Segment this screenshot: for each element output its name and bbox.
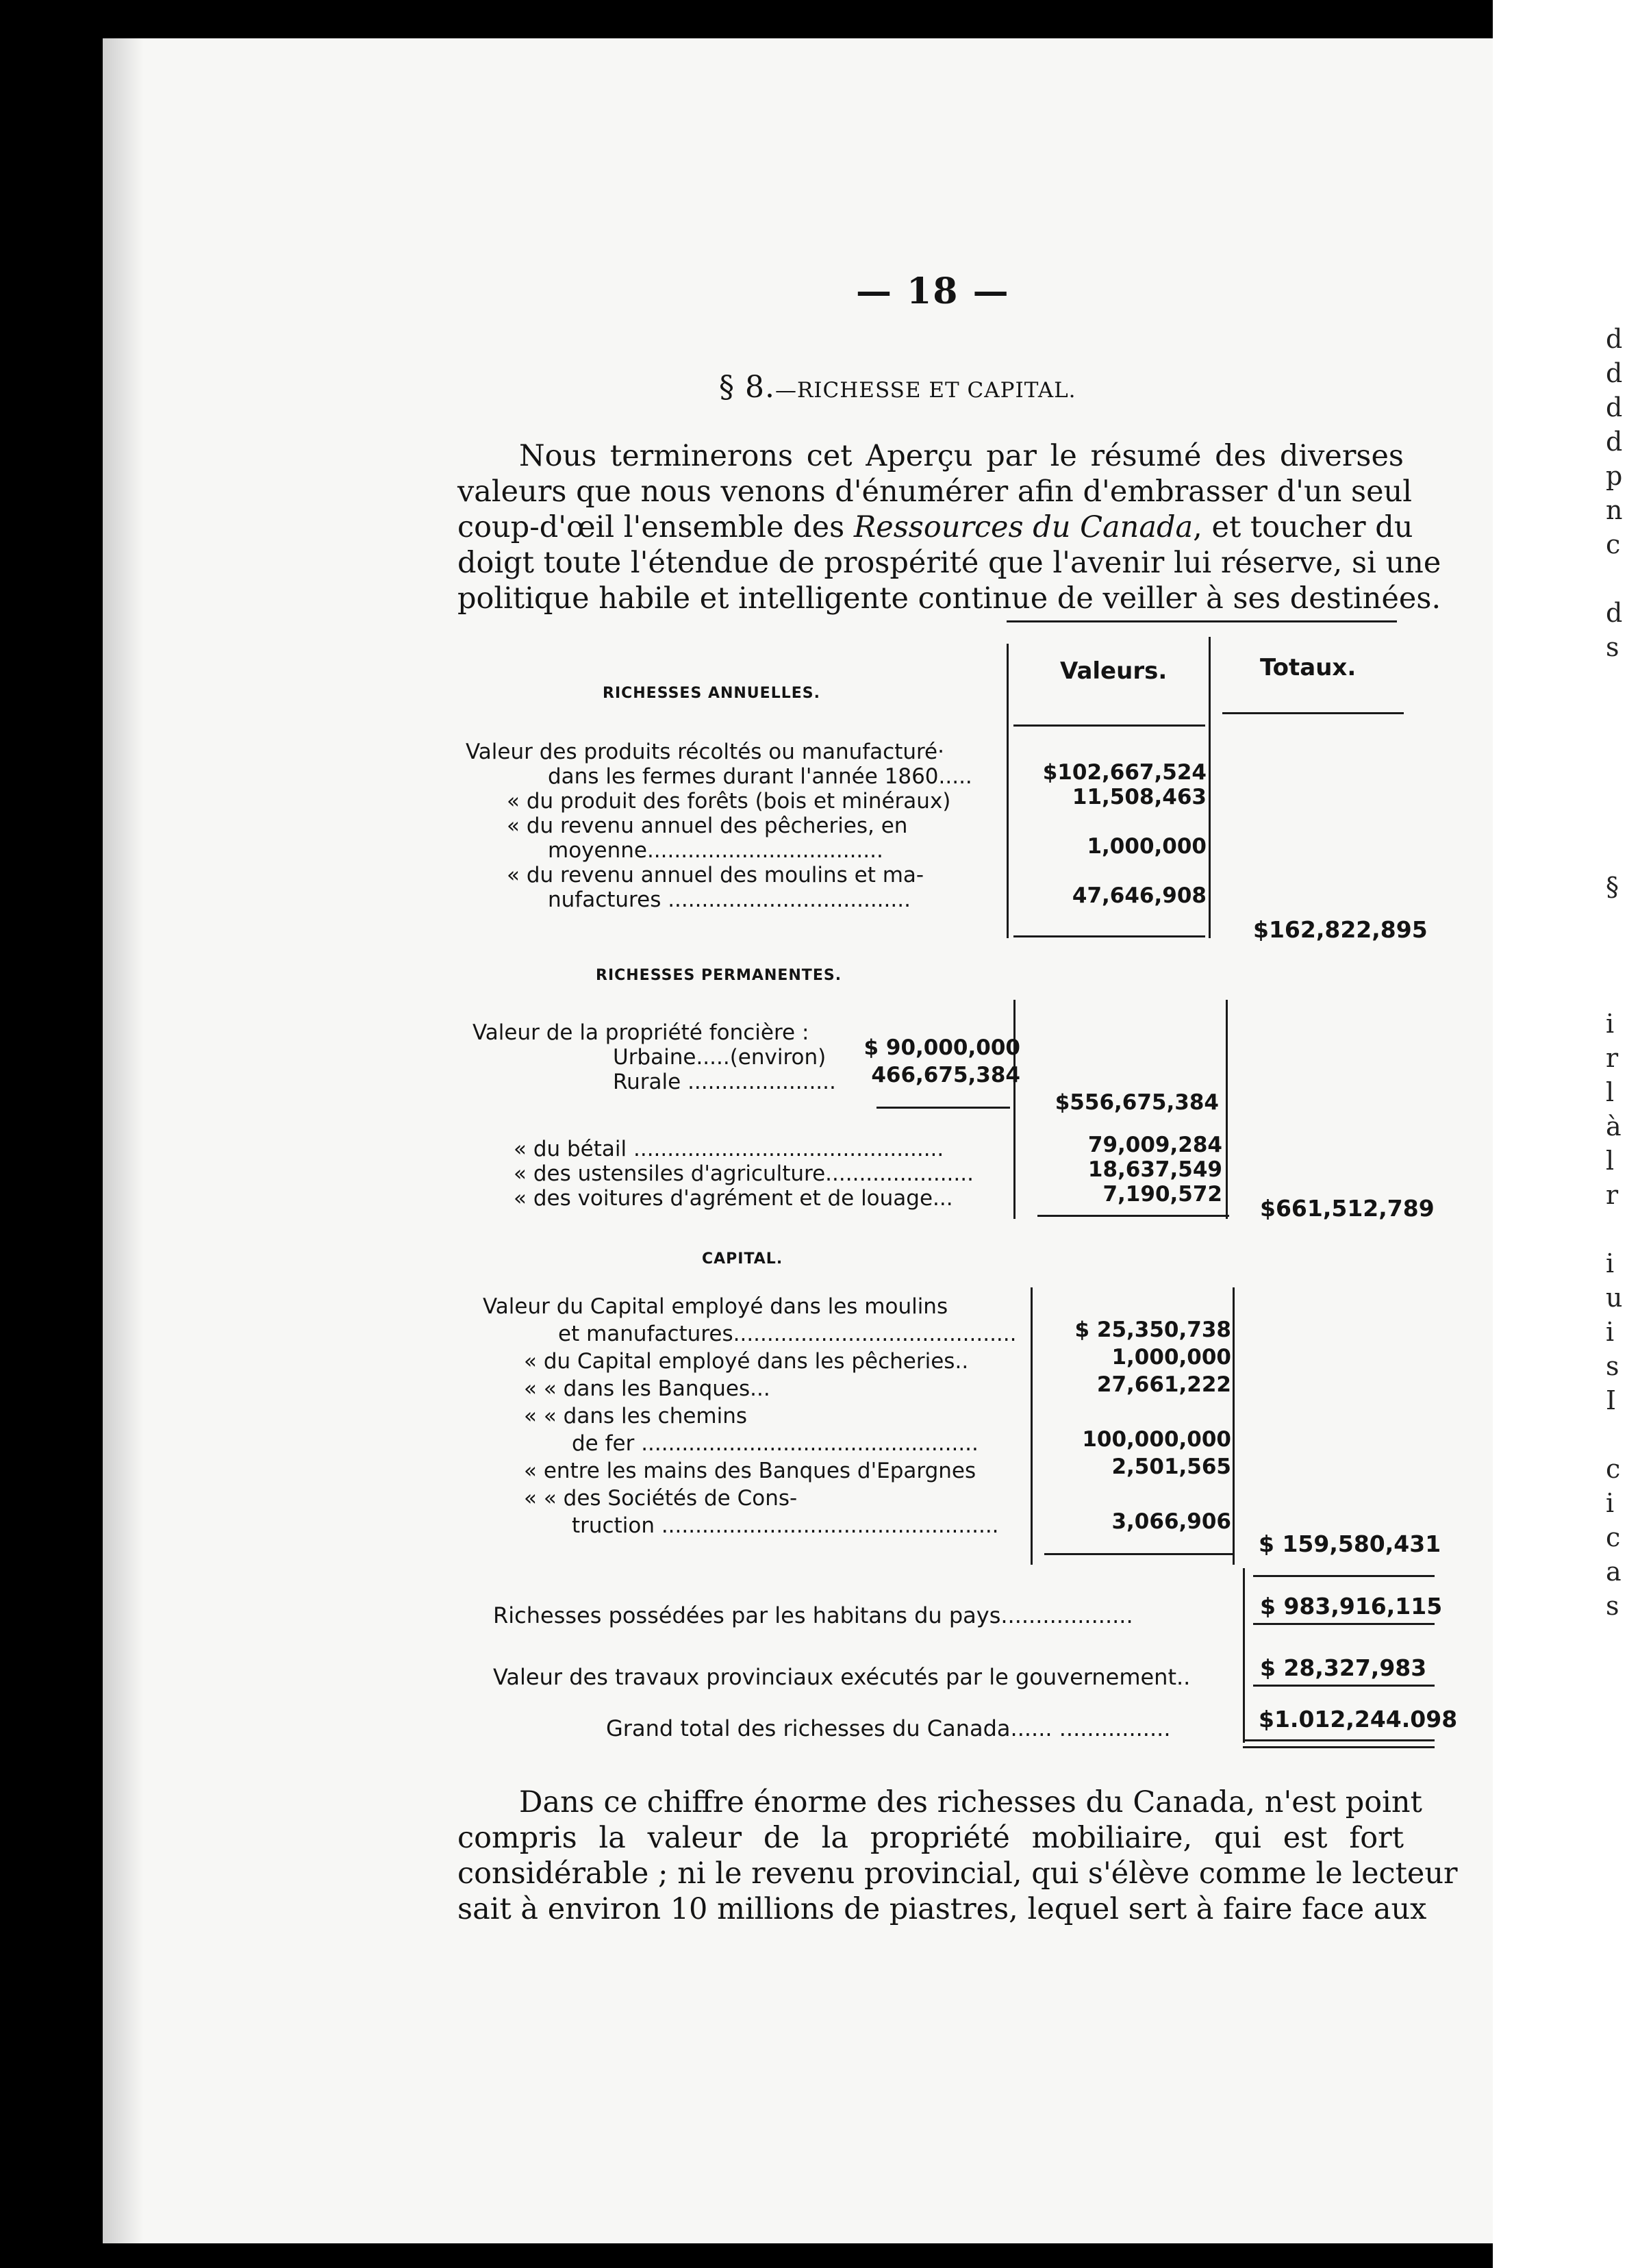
- values-header-rule: [1013, 724, 1205, 727]
- facing-page-letter: l: [1606, 1077, 1615, 1107]
- facing-page-letter: l: [1606, 1146, 1615, 1176]
- facing-page-letter: d: [1606, 358, 1623, 388]
- capital-row-label: « du Capital employé dans les pêcheries..: [524, 1349, 969, 1374]
- intro-line: coup-d'œil l'ensemble des Ressources du Canada, et toucher du: [457, 510, 1413, 544]
- summary-label: Richesses possédées par les habitans du pays...................: [493, 1602, 1133, 1628]
- capital-row-label: et manufactures..........................................: [558, 1322, 1017, 1346]
- conclusion-line: Dans ce chiffre énorme des richesses du Canada, n'est point: [519, 1785, 1422, 1819]
- summary-value: $ 983,916,115: [1260, 1593, 1443, 1620]
- permanent-row-label: « du bétail ..............................................: [514, 1137, 944, 1161]
- facing-page-letter: [1606, 733, 1626, 767]
- facing-page-letters: [1606, 322, 1626, 1623]
- grand-total-rule-top: [1243, 1739, 1435, 1741]
- conclusion-paragraph: [457, 1785, 1458, 1927]
- capital-heading: CAPITAL.: [702, 1250, 783, 1268]
- capital-row-value: 1,000,000: [1111, 1345, 1231, 1370]
- facing-page-letter: [1606, 1418, 1626, 1452]
- grand-total-rule-bottom: [1243, 1746, 1435, 1748]
- capital-sum-rule: [1044, 1553, 1233, 1555]
- urban-label: Urbaine.....(environ): [613, 1045, 827, 1070]
- annual-row-value: 1,000,000: [1087, 834, 1207, 859]
- section-title: —RICHESSE ET CAPITAL.: [774, 378, 1076, 403]
- facing-page-letter: d: [1606, 392, 1623, 423]
- capital-row-label: de fer ..................................................: [572, 1431, 979, 1456]
- annual-sum-rule: [1013, 935, 1205, 937]
- facing-page-letter: [1606, 835, 1626, 870]
- summary-label: Grand total des richesses du Canada...... ................: [606, 1715, 1171, 1741]
- facing-page-letter: i: [1606, 1248, 1615, 1278]
- conclusion-line: sait à environ 10 millions de piastres, lequel sert à faire face aux: [457, 1892, 1427, 1926]
- facing-page-letter: d: [1606, 324, 1623, 354]
- totals-header-rule: [1222, 712, 1404, 714]
- capital-row-label: truction ..................................................: [572, 1513, 999, 1538]
- section-symbol: § 8.: [719, 370, 775, 405]
- facing-page-letter: §: [1606, 872, 1619, 902]
- permanent-row-value: 79,009,284: [1087, 1133, 1222, 1157]
- facing-page-letter: à: [1606, 1111, 1622, 1142]
- facing-page-letter: r: [1606, 1043, 1619, 1073]
- permanent-heading: RICHESSES PERMANENTES.: [596, 967, 842, 984]
- capital-row-label: « entre les mains des Banques d'Epargnes: [524, 1459, 976, 1483]
- annual-row-label: « du revenu annuel des pêcheries, en: [507, 814, 908, 838]
- page-number: — 18 —: [856, 270, 1010, 312]
- permanent-values-left-rule: [1013, 1000, 1016, 1219]
- summary-left-rule: [1243, 1568, 1245, 1743]
- annual-row-label: dans les fermes durant l'année 1860.....: [548, 764, 972, 789]
- summary-rule-1: [1253, 1575, 1435, 1577]
- permanent-values-right-rule: [1226, 1000, 1228, 1219]
- annual-row-value: 47,646,908: [1072, 883, 1207, 908]
- summary-value: $1.012,244.098: [1259, 1706, 1458, 1732]
- capital-row-value: $ 25,350,738: [1074, 1318, 1231, 1342]
- capital-row-label: « « des Sociétés de Cons-: [524, 1486, 798, 1511]
- values-column-right-rule: [1209, 637, 1211, 938]
- facing-page-letter: [1606, 904, 1626, 938]
- facing-page-letter: s: [1606, 632, 1619, 662]
- rural-value: 466,675,384: [871, 1063, 1020, 1087]
- facing-page-letter: c: [1606, 1522, 1621, 1552]
- facing-page-letter: i: [1606, 1317, 1615, 1347]
- conclusion-line: considérable ; ni le revenu provincial, qui s'élève comme le lecteur: [457, 1856, 1458, 1891]
- italic-title: Ressources du Canada: [853, 510, 1194, 544]
- intro-line: doigt toute l'étendue de prospérité que l'avenir lui réserve, si une: [457, 546, 1441, 580]
- totals-column-header: Totaux.: [1260, 654, 1357, 681]
- permanent-sum-rule: [1037, 1215, 1229, 1217]
- property-label: Valeur de la propriété foncière :: [472, 1020, 809, 1045]
- annual-row-label: moyenne...................................: [548, 838, 883, 863]
- facing-page-letter: [1606, 767, 1626, 801]
- property-sum-rule: [876, 1107, 1010, 1109]
- page-gutter-shadow: [103, 38, 144, 2243]
- facing-page-letter: p: [1606, 461, 1623, 491]
- annual-total: $162,822,895: [1253, 916, 1428, 943]
- facing-page-letter: [1606, 562, 1626, 596]
- facing-page-letter: s: [1606, 1351, 1619, 1381]
- capital-row-value: 3,066,906: [1111, 1509, 1231, 1534]
- permanent-row-value: 18,637,549: [1087, 1157, 1222, 1182]
- facing-page-letter: [1606, 664, 1626, 698]
- facing-page-letter: r: [1606, 1180, 1619, 1210]
- capital-total: $ 159,580,431: [1259, 1530, 1441, 1557]
- facing-page-letter: c: [1606, 1454, 1621, 1484]
- permanent-total: $661,512,789: [1260, 1195, 1435, 1222]
- capital-values-left-rule: [1031, 1287, 1033, 1565]
- table-top-rule: [1007, 620, 1397, 622]
- facing-page-letter: d: [1606, 427, 1623, 457]
- facing-page-letter: a: [1606, 1557, 1622, 1587]
- annual-heading: RICHESSES ANNUELLES.: [603, 685, 820, 702]
- annual-row-value: 11,508,463: [1072, 785, 1207, 809]
- facing-page-letter: i: [1606, 1009, 1615, 1039]
- facing-page-letter: d: [1606, 598, 1623, 628]
- capital-row-value: 100,000,000: [1082, 1427, 1231, 1452]
- summary-label: Valeur des travaux provinciaux exécutés par le gouvernement..: [493, 1664, 1191, 1690]
- facing-page-letter: c: [1606, 529, 1621, 559]
- permanent-row-value: 7,190,572: [1102, 1182, 1222, 1207]
- intro-paragraph: [457, 438, 1441, 616]
- facing-page-letter: [1606, 1212, 1626, 1246]
- section-heading: [719, 370, 1076, 405]
- rural-label: Rurale ......................: [613, 1070, 836, 1094]
- capital-row-value: 2,501,565: [1111, 1454, 1231, 1479]
- capital-row-label: Valeur du Capital employé dans les moulins: [483, 1294, 948, 1319]
- facing-page-letter: [1606, 698, 1626, 733]
- facing-page-letter: s: [1606, 1591, 1619, 1621]
- facing-page-letter: I: [1606, 1385, 1617, 1415]
- urban-value: $ 90,000,000: [863, 1035, 1020, 1060]
- capital-row-value: 27,661,222: [1096, 1372, 1231, 1397]
- values-column-header: Valeurs.: [1060, 657, 1168, 685]
- summary-value: $ 28,327,983: [1260, 1654, 1427, 1681]
- intro-line: politique habile et intelligente continue de veiller à ses destinées.: [457, 581, 1441, 616]
- annual-row-label: « du revenu annuel des moulins et ma-: [507, 863, 924, 887]
- facing-page-letter: [1606, 938, 1626, 972]
- permanent-row-label: « des voitures d'agrément et de louage...: [514, 1186, 953, 1211]
- values-column-left-rule: [1007, 644, 1009, 938]
- conclusion-line: compris la valeur de la propriété mobiliaire, qui est fort: [457, 1821, 1404, 1855]
- facing-page-letter: n: [1606, 495, 1623, 525]
- facing-page-letter: u: [1606, 1283, 1623, 1313]
- annual-row-value: $102,667,524: [1042, 760, 1207, 785]
- property-total: $556,675,384: [1055, 1090, 1219, 1115]
- facing-page-letter: [1606, 801, 1626, 835]
- annual-row-label: Valeur des produits récoltés ou manufacturé·: [466, 740, 944, 764]
- annual-row-label: nufactures ....................................: [548, 887, 911, 912]
- capital-row-label: « « dans les chemins: [524, 1404, 748, 1428]
- facing-page-letter: [1606, 972, 1626, 1007]
- facing-page-letter: i: [1606, 1488, 1615, 1518]
- summary-rule-2: [1253, 1623, 1435, 1625]
- capital-row-label: « « dans les Banques...: [524, 1376, 770, 1401]
- summary-rule-3: [1253, 1685, 1435, 1687]
- permanent-row-label: « des ustensiles d'agriculture......................: [514, 1161, 974, 1186]
- intro-line: Nous terminerons cet Aperçu par le résumé des diverses: [519, 439, 1404, 473]
- intro-line: valeurs que nous venons d'énumérer afin d'embrasser d'un seul: [457, 475, 1412, 509]
- annual-row-label: « du produit des forêts (bois et minéraux): [507, 789, 951, 814]
- capital-values-right-rule: [1233, 1287, 1235, 1565]
